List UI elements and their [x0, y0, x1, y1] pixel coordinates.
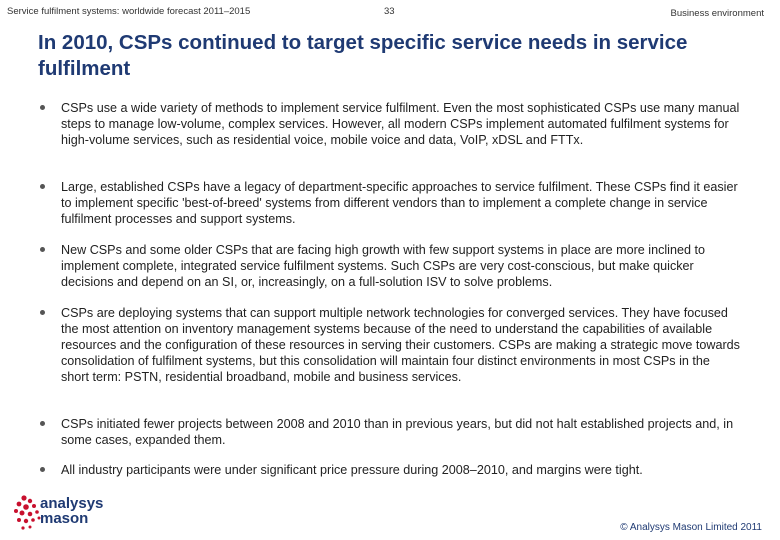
list-item — [40, 462, 740, 482]
bullet-text: CSPs use a wide variety of methods to implement service fulfilment. Even the most sophisticated CSPs use many manual steps to manage low-volume, complex services. However, all modern CSPs implement automated fulfilment systems for high-volume services, such as residential voice, mobile voice and data, VoIP, xDSL and FTTx. — [61, 101, 740, 147]
bullet-text: CSPs are deploying systems that can support multiple network technologies for converged services. They have focused the most attention on inventory management systems because of the need to understand the capabilities of available resources and the configuration of these resources in serving their customers. CSPs are making a strategic move towards consolidation of fulfilment systems, but this consolidation will maintain four distinct environments in most CSPs in the short term: PSTN, residential broadband, mobile and business services. — [61, 306, 740, 384]
logo-line-2: mason — [40, 510, 89, 527]
bullet-dot-icon — [40, 421, 45, 426]
page-number: 33 — [384, 6, 395, 17]
copyright-notice: © Analysys Mason Limited 2011 — [620, 522, 762, 533]
list-item — [40, 416, 740, 462]
bullet-text: CSPs initiated fewer projects between 2008 and 2010 than in previous years, but did not halt established projects and, in some cases, expanded them. — [61, 417, 734, 447]
bullet-text: Large, established CSPs have a legacy of department-specific approaches to service fulfilment. These CSPs find it easier to implement specific 'best-of-breed' systems from different vendors than to implement a complete change in service fulfilment processes and support systems. — [61, 180, 738, 226]
list-item — [40, 100, 740, 179]
bullet-list — [40, 100, 740, 482]
slide-title: In 2010, CSPs continued to target specific service needs in service fulfilment — [38, 31, 688, 80]
logo-line-1: analysys — [40, 495, 104, 512]
bullet-text: All industry participants were under significant price pressure during 2008–2010, and margins were tight. — [61, 463, 643, 477]
section-name: Business environment — [670, 8, 764, 19]
page-header — [0, 0, 780, 22]
bullet-dot-icon — [40, 467, 45, 472]
bullet-dot-icon — [40, 247, 45, 252]
bullet-dot-icon — [40, 184, 45, 189]
bullet-dot-icon — [40, 105, 45, 110]
list-item — [40, 305, 740, 416]
bullet-text: New CSPs and some older CSPs that are facing high growth with few support systems in place are more inclined to implement complete, integrated service fulfilment systems. Such CSPs are very cost-conscious, but make quicker decisions and depend on an SI, or, increasingly, on a full-solution ISV to solve problems. — [61, 243, 705, 289]
logo-wordmark — [40, 496, 103, 526]
bullet-dot-icon — [40, 310, 45, 315]
document-title: Service fulfilment systems: worldwide forecast 2011–2015 — [7, 6, 251, 17]
list-item — [40, 179, 740, 242]
list-item — [40, 242, 740, 305]
